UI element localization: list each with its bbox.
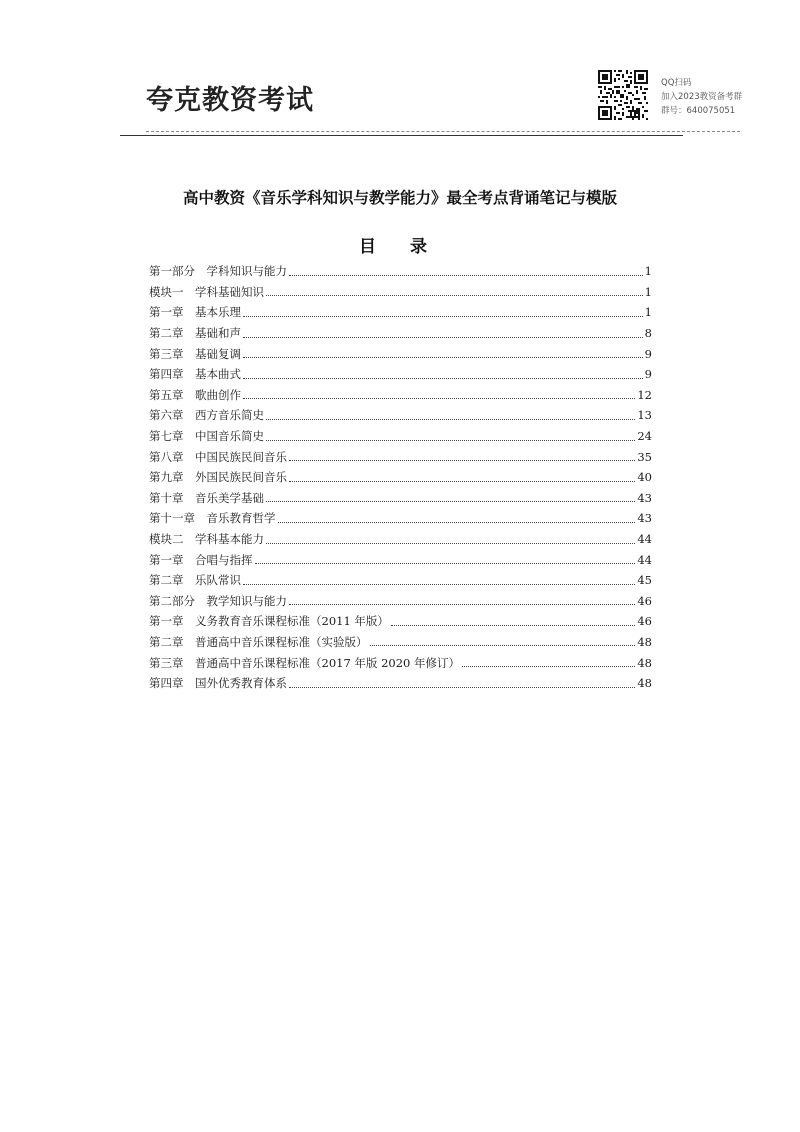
toc-entry-label: 模块一 学科基础知识 <box>149 284 264 299</box>
header-rule <box>120 135 683 136</box>
qr-caption-line: 加入2023教资备考群 <box>661 92 743 102</box>
toc-entry-page: 48 <box>637 676 652 691</box>
toc-entry[interactable] <box>149 467 652 488</box>
toc-entry-label: 第七章 中国音乐简史 <box>149 429 264 444</box>
toc-entry-page: 45 <box>637 573 652 588</box>
toc-entry-page: 43 <box>637 490 652 505</box>
toc-entry-label: 模块二 学科基本能力 <box>149 532 264 547</box>
table-of-contents <box>149 261 652 693</box>
toc-entry[interactable] <box>149 673 652 694</box>
toc-leader-dots <box>243 331 643 338</box>
toc-leader-dots <box>243 372 643 379</box>
toc-entry[interactable] <box>149 405 652 426</box>
toc-leader-dots <box>370 639 636 646</box>
toc-entry-page: 43 <box>637 511 652 526</box>
toc-entry-label: 第一部分 学科知识与能力 <box>149 264 287 279</box>
qr-caption <box>661 76 742 118</box>
toc-entry[interactable] <box>149 302 652 323</box>
toc-entry-label: 第十章 音乐美学基础 <box>149 490 264 505</box>
toc-entry-label: 第八章 中国民族民间音乐 <box>149 449 287 464</box>
toc-entry-page: 1 <box>644 264 652 279</box>
toc-entry-label: 第三章 普通高中音乐课程标准（2017 年版 2020 年修订） <box>149 655 460 670</box>
toc-entry-page: 24 <box>637 429 652 444</box>
toc-entry-label: 第六章 西方音乐简史 <box>149 408 264 423</box>
toc-leader-dots <box>289 475 635 482</box>
toc-leader-dots <box>278 516 636 523</box>
header-dashed-rule <box>146 131 740 132</box>
toc-entry-label: 第二章 普通高中音乐课程标准（实验版） <box>149 634 368 649</box>
toc-entry-label: 第五章 歌曲创作 <box>149 387 241 402</box>
toc-entry[interactable] <box>149 652 652 673</box>
toc-entry[interactable] <box>149 591 652 612</box>
qr-code-icon <box>598 70 648 120</box>
toc-entry[interactable] <box>149 364 652 385</box>
toc-entry-label: 第一章 基本乐理 <box>149 305 241 320</box>
toc-leader-dots <box>462 660 635 667</box>
toc-entry[interactable] <box>149 529 652 550</box>
document-title: 高中教资《音乐学科知识与教学能力》最全考点背诵笔记与模版 <box>182 188 617 207</box>
toc-entry-page: 8 <box>644 326 652 341</box>
toc-entry[interactable] <box>149 385 652 406</box>
toc-entry-label: 第四章 基本曲式 <box>149 367 241 382</box>
toc-entry[interactable] <box>149 343 652 364</box>
toc-entry[interactable] <box>149 426 652 447</box>
toc-entry-page: 12 <box>637 387 652 402</box>
toc-entry[interactable] <box>149 446 652 467</box>
toc-leader-dots <box>243 578 635 585</box>
toc-leader-dots <box>289 598 635 605</box>
toc-leader-dots <box>266 413 635 420</box>
toc-leader-dots <box>243 351 643 358</box>
toc-entry-page: 1 <box>644 284 652 299</box>
toc-entry-page: 48 <box>637 634 652 649</box>
toc-leader-dots <box>243 392 635 399</box>
toc-entry-page: 1 <box>644 305 652 320</box>
toc-entry[interactable] <box>149 508 652 529</box>
toc-leader-dots <box>289 681 635 688</box>
toc-leader-dots <box>266 495 635 502</box>
toc-entry[interactable] <box>149 611 652 632</box>
toc-entry-label: 第三章 基础复调 <box>149 346 241 361</box>
qr-caption-line: QQ扫码 <box>661 78 692 88</box>
toc-entry-page: 44 <box>637 532 652 547</box>
toc-leader-dots <box>243 310 643 317</box>
toc-entry-page: 46 <box>637 593 652 608</box>
brand-title: 夸克教资考试 <box>146 85 314 116</box>
toc-entry[interactable] <box>149 261 652 282</box>
toc-entry-page: 48 <box>637 655 652 670</box>
toc-entry-page: 9 <box>644 346 652 361</box>
toc-leader-dots <box>255 557 636 564</box>
toc-entry[interactable] <box>149 570 652 591</box>
toc-entry-page: 35 <box>637 449 652 464</box>
toc-heading: 目 录 <box>359 237 441 257</box>
toc-entry-page: 13 <box>637 408 652 423</box>
toc-leader-dots <box>391 619 635 626</box>
qr-caption-line: 群号：640075051 <box>661 106 736 116</box>
toc-leader-dots <box>289 454 635 461</box>
toc-entry[interactable] <box>149 488 652 509</box>
toc-entry-label: 第一章 义务教育音乐课程标准（2011 年版） <box>149 614 389 629</box>
toc-entry[interactable] <box>149 549 652 570</box>
toc-entry-label: 第十一章 音乐教育哲学 <box>149 511 276 526</box>
toc-entry-label: 第四章 国外优秀教育体系 <box>149 676 287 691</box>
toc-entry-label: 第二部分 教学知识与能力 <box>149 593 287 608</box>
toc-leader-dots <box>266 289 643 296</box>
toc-entry-label: 第二章 基础和声 <box>149 326 241 341</box>
toc-entry-label: 第二章 乐队常识 <box>149 573 241 588</box>
toc-entry-page: 46 <box>637 614 652 629</box>
toc-entry-label: 第一章 合唱与指挥 <box>149 552 253 567</box>
toc-entry[interactable] <box>149 323 652 344</box>
toc-entry[interactable] <box>149 282 652 303</box>
toc-leader-dots <box>266 537 635 544</box>
toc-entry[interactable] <box>149 632 652 653</box>
toc-entry-label: 第九章 外国民族民间音乐 <box>149 470 287 485</box>
toc-entry-page: 9 <box>644 367 652 382</box>
toc-leader-dots <box>266 434 635 441</box>
toc-leader-dots <box>289 269 643 276</box>
toc-entry-page: 44 <box>637 552 652 567</box>
toc-entry-page: 40 <box>637 470 652 485</box>
